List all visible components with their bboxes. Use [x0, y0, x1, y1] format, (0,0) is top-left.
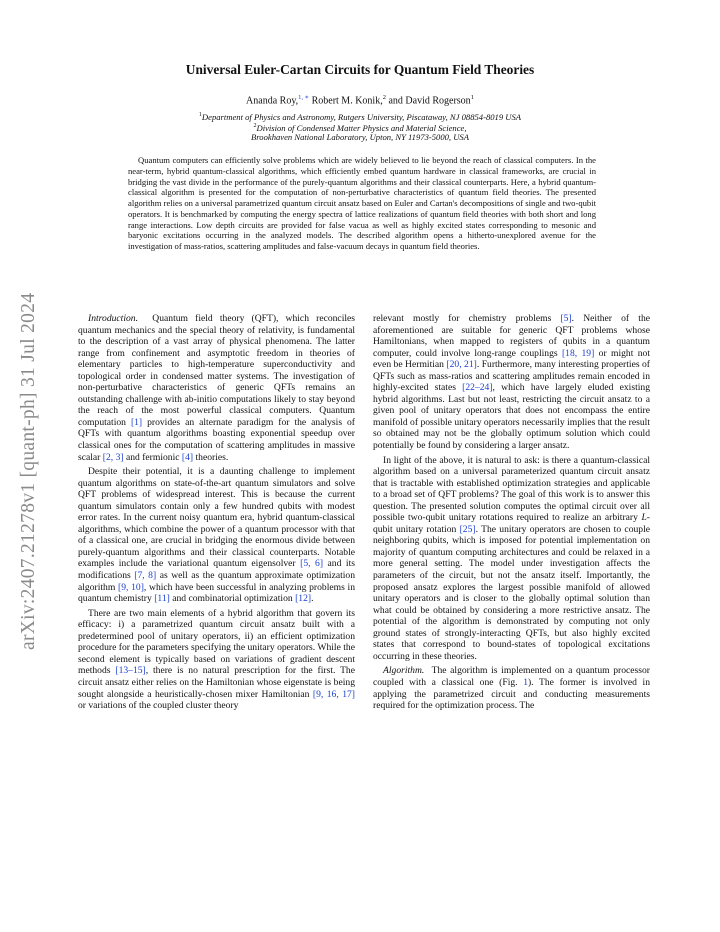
arxiv-identifier-stamp: arXiv:2407.21278v1 [quant-ph] 31 Jul 2024 — [18, 292, 39, 650]
citation-link[interactable]: [22–24] — [462, 382, 493, 394]
text-run: Despite their potential, it is a daunting challenge to implement quantum algorithms on state-of-the-art quantum simulators and solve QFT problems of widespread interest. This is because the current quantum simulators contain only a few hundred qubits with modest error rates. In the current noisy quantum era, hybrid quantum-classical algorithms, which combine the power of a quantum processor with that of a classical one, are crucial in bridging the enormous divide between purely-quantum algorithms and their classical counterparts. Notable examples include the variational quantum eigensolver — [78, 466, 355, 570]
text-run: as well as the quantum approximate optimization algorithm — [78, 570, 356, 593]
citation-link[interactable]: [25] — [459, 523, 476, 535]
citation-link[interactable]: [4] — [181, 451, 194, 463]
body-column-left — [78, 313, 355, 712]
body-column-right — [373, 313, 650, 712]
section-runin-heading: Introduction. — [88, 313, 139, 324]
text-run: and fermionic — [123, 451, 182, 463]
citation-link[interactable]: [9, 10] — [118, 581, 144, 593]
section-runin-heading: Algorithm. — [383, 665, 425, 677]
author-name: Ananda Roy, — [246, 95, 299, 107]
citation-link[interactable]: [7, 8] — [134, 570, 157, 582]
paragraph-algorithm — [373, 665, 650, 711]
text-run: . Neither of the aforementioned are suitable for generic QFT problems whose Hamiltonians, when mapped to registers of qubits in a quantum computer, could involve long-range couplings — [373, 313, 650, 359]
paragraph — [78, 466, 355, 605]
paragraph-continued — [373, 313, 650, 452]
abstract: Quantum computers can efficiently solve problems which are widely believed to lie beyond the reach of classical computers. In the near-term, hybrid quantum-classical algorithms, which efficiently embed quantum hardware in classical frameworks, are crucial in bridging the vast divide in the performance of the purely-quantum algorithms and their classical counterparts. Here, a hybrid quantum-classical algorithm is presented for the computation of non-perturbative characteristics of quantum field theories. The presented algorithm relies on a universal parametrized quantum circuit ansatz based on Euler and Cartan's decompositions of single and two-qubit operators. It is benchmarked by computing the energy spectra of lattice realizations of quantum field theories with both short and long range interactions. Low depth circuits are provided for false vacua as well as highly excited states corresponding to mesonic and baryonic excitations occurring in the analyzed models. The described algorithm opens a hitherto-unexplored avenue for the investigation of mass-ratios, scattering amplitudes and false-vacuum decays in quantum field theories. — [128, 155, 596, 251]
paragraph — [78, 608, 355, 712]
text-run: theories. — [193, 451, 229, 463]
text-run: or variations of the coupled cluster theory — [78, 700, 239, 712]
author-conjunction: and — [388, 95, 403, 107]
affiliation-text: Division of Condensed Matter Physics and Material Science, — [256, 122, 467, 133]
text-run: or might not even be Hermitian — [373, 347, 650, 371]
figure-link[interactable]: 1 — [523, 676, 528, 688]
paper-title: Universal Euler-Cartan Circuits for Quantum Field Theories — [185, 62, 535, 77]
text-run: provides an alternate paradigm for the analysis of QFTs with quantum algorithms boasting exponential speedup over classical ones for the computation of scattering amplitudes in massive scalar — [78, 416, 356, 463]
citation-link[interactable]: [5] — [560, 313, 572, 324]
author-list — [0, 93, 720, 106]
citation-link[interactable]: [12] — [295, 593, 312, 605]
text-run: , there is no natural prescription for the first. The circuit ansatz either relies on the Hamiltonian whose eigenstate is being sought alongside a heuristically-chosen mixer Hamiltonian — [78, 665, 355, 700]
citation-link[interactable]: [5, 6] — [300, 558, 324, 570]
text-run: , which have largely eluded existing hybrid algorithms. Last but not least, restricting the circuit ansatz to a given pool of unitary operators that does not encompass the entire manifold of possible unitary operators necessarily implies that the result so obtained may not be the globally optimum solution which could potentially be found by considering a larger ansatz. — [373, 382, 650, 452]
citation-link[interactable]: [11] — [154, 593, 170, 605]
text-run: . The unitary operators are chosen to couple neighboring qubits, which is imposed for potential implementation on majority of quantum computing architectures and could be relaxed in a more general setting. The model under investigation affects the parameters of the circuit, but not the ansatz itself. Importantly, the proposed ansatz explores the largest possible manifold of allowed unitary operators and is closer to the globally optimal solution than what could be obtained by considering a more restrictive ansatz. The potential of the algorithm is demonstrated by computing not only ground states of strongly-interacting QFTs, but also highly excited states that correspond to bound-states of topological excitations occurring in these theories. — [373, 523, 651, 662]
author-name: David Rogerson — [405, 95, 471, 107]
affiliation-3: Brookhaven National Laboratory, Upton, NY 11973-5000, USA — [251, 132, 469, 142]
citation-link[interactable]: [9, 16, 17] — [312, 688, 355, 700]
text-run: The algorithm is implemented on a quantum processor coupled with a classical one (Fig. — [373, 665, 651, 688]
paragraph — [373, 455, 650, 663]
affiliation-text: Department of Physics and Astronomy, Rutgers University, Piscataway, NJ 08854-8019 USA — [201, 111, 522, 122]
citation-link[interactable]: [18, 19] — [561, 347, 595, 359]
text-run: relevant mostly for chemistry problems — [373, 313, 561, 324]
affiliation-marker: 2 — [253, 123, 257, 129]
citation-link[interactable]: [13–15] — [115, 665, 146, 677]
paragraph-introduction — [78, 313, 355, 463]
text-run: Quantum field theory (QFT), which reconciles quantum mechanics and the special theory of relativity, is fundamental to the description of a vast array of physical phenomena. The latter range from confinement and asymptotic freedom in theories of elementary particles to high-temperature superconductivity and topological order in condensed matter systems. The investigation of non-perturbative characteristics of generic QFTs remains an outstanding challenge with ab-initio computations likely to stay beyond the reach of the most powerful classical computers. Quantum computation — [78, 313, 356, 428]
text-run: In light of the above, it is natural to ask: is there a quantum-classical algorithm based on a universal parameterized quantum circuit ansatz that is tractable with established optimization strategies and applicable to a broad set of QFT problems? The goal of this work is to answer this question. The presented solution computes the optimal circuit over all possible two-qubit unitary rotations required to realize an arbitrary — [373, 454, 650, 524]
author-affiliation-marker: 2 — [382, 94, 386, 101]
text-run: -qubit unitary rotation — [373, 512, 650, 535]
author-affiliation-marker[interactable]: 1, ∗ — [298, 94, 310, 101]
text-run: . — [311, 593, 314, 605]
author-affiliation-marker: 1 — [470, 94, 474, 101]
text-run: There are two main elements of a hybrid algorithm that govern its efficacy: i) a parametrized quantum circuit ansatz built with a predetermined pool of unitary operators, ii) an efficient optimization procedure for the parameters specifying the unitary operators. While the second element is typically based on variations of gradient descent methods — [78, 607, 355, 677]
text-run: and combinatorial optimization — [169, 593, 296, 605]
citation-link[interactable]: [20, 21] — [446, 359, 477, 371]
text-run: and its modifications — [78, 558, 355, 582]
affiliation-marker: 1 — [198, 112, 202, 118]
text-run: ). The former is involved in applying the parametrized circuit and conducting measurements required for the optimization process. The — [373, 676, 650, 712]
citation-link[interactable]: [2, 3] — [102, 451, 124, 463]
text-run: , which have been successful in analyzing problems in quantum chemistry — [78, 581, 355, 605]
text-run: . Furthermore, many interesting properties of QFTs such as mass-ratios and scattering amplitudes remain encoded in highly-excited states — [373, 359, 650, 394]
citation-link[interactable]: [1] — [130, 416, 143, 428]
math-symbol: L — [641, 512, 647, 524]
author-name: Robert M. Konik, — [311, 95, 383, 107]
